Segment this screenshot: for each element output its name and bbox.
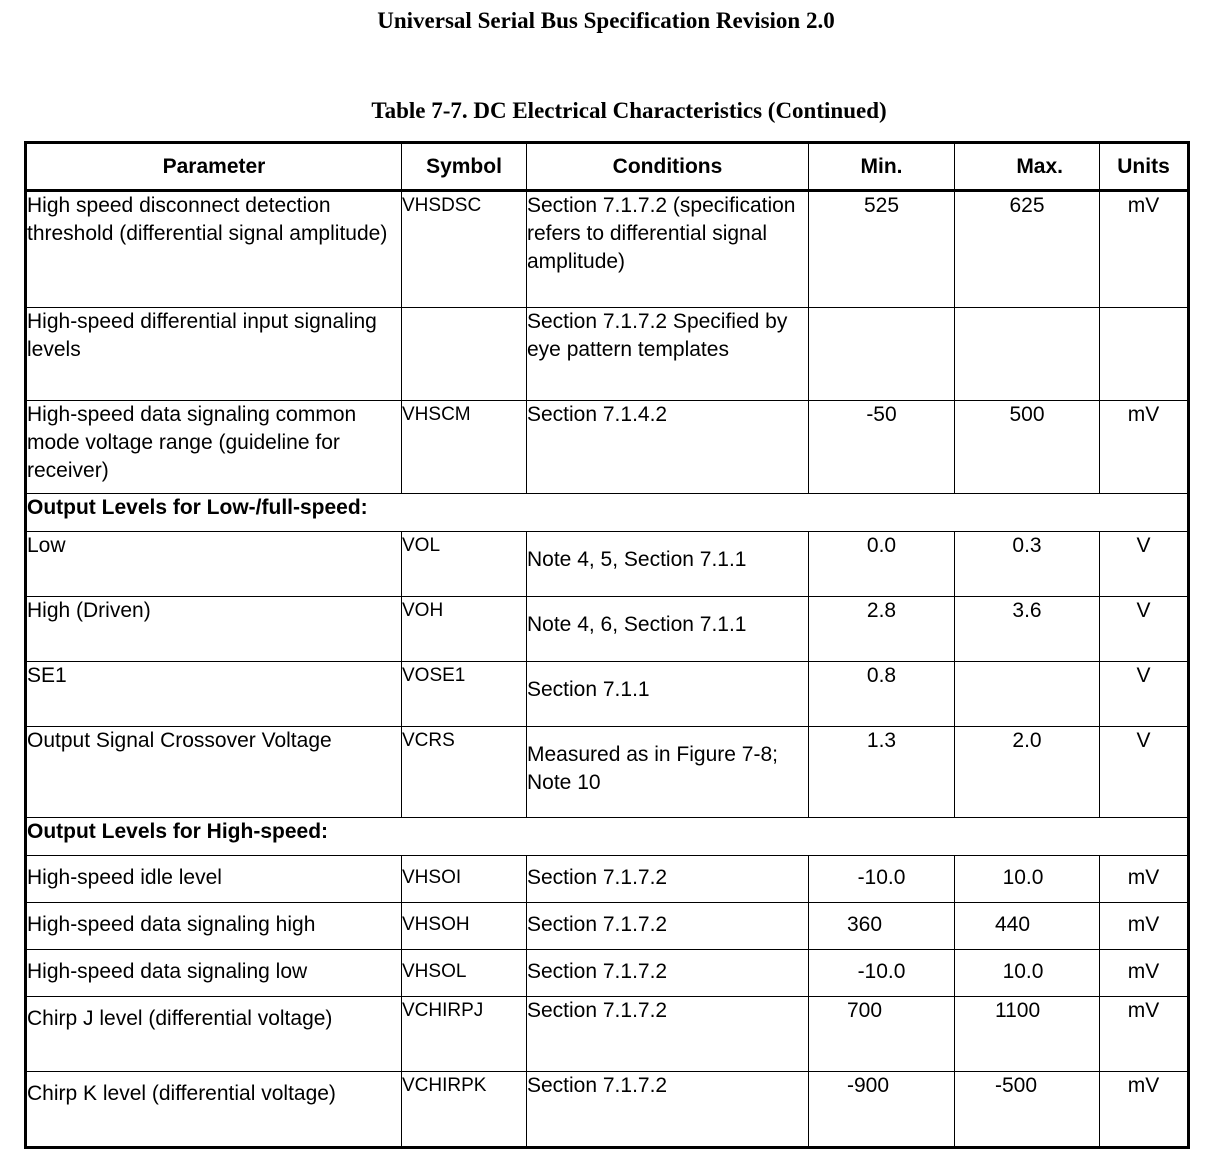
conditions-cell: Section 7.1.7.2 xyxy=(527,950,809,997)
symbol-cell: VOSE1 xyxy=(402,662,527,727)
header-max: Max. xyxy=(955,143,1100,191)
min-cell: 525 xyxy=(809,191,955,308)
conditions-cell: Section 7.1.7.2 (specification refers to differential signal amplitude) xyxy=(527,191,809,308)
max-cell: 440 xyxy=(955,903,1100,950)
parameter-cell: Chirp J level (differential voltage) xyxy=(26,997,402,1072)
header-min: Min. xyxy=(809,143,955,191)
conditions-cell: Section 7.1.7.2 xyxy=(527,903,809,950)
symbol-cell: VHSOH xyxy=(402,903,527,950)
conditions-cell: Note 4, 6, Section 7.1.1 xyxy=(527,597,809,662)
symbol-cell: VCHIRPK xyxy=(402,1072,527,1148)
header-symbol: Symbol xyxy=(402,143,527,191)
parameter-cell: High-speed data signaling high xyxy=(26,903,402,950)
conditions-cell: Section 7.1.7.2 xyxy=(527,856,809,903)
min-cell: -50 xyxy=(809,401,955,494)
table-row xyxy=(26,997,1189,1072)
table-row xyxy=(26,308,1189,401)
units-cell: mV xyxy=(1100,191,1189,308)
max-cell: 625 xyxy=(955,191,1100,308)
max-cell: 2.0 xyxy=(955,727,1100,818)
table-row xyxy=(26,662,1189,727)
section-title: Output Levels for Low-/full-speed: xyxy=(26,494,1189,532)
max-cell xyxy=(955,308,1100,401)
parameter-cell: SE1 xyxy=(26,662,402,727)
table-row xyxy=(26,532,1189,597)
table-row xyxy=(26,950,1189,997)
min-cell: 2.8 xyxy=(809,597,955,662)
min-cell: -10.0 xyxy=(809,856,955,903)
symbol-cell: VHSOL xyxy=(402,950,527,997)
min-cell: 0.0 xyxy=(809,532,955,597)
table-row xyxy=(26,903,1189,950)
symbol-cell: VHSDSC xyxy=(402,191,527,308)
section-header-row xyxy=(26,494,1189,532)
min-cell: 0.8 xyxy=(809,662,955,727)
units-cell xyxy=(1100,308,1189,401)
min-cell xyxy=(809,308,955,401)
table-row xyxy=(26,1072,1189,1148)
units-cell: V xyxy=(1100,532,1189,597)
max-cell xyxy=(955,662,1100,727)
header-parameter: Parameter xyxy=(26,143,402,191)
table-row xyxy=(26,191,1189,308)
parameter-cell: High-speed idle level xyxy=(26,856,402,903)
max-cell: 0.3 xyxy=(955,532,1100,597)
max-cell: -500 xyxy=(955,1072,1100,1148)
max-cell: 1100 xyxy=(955,997,1100,1072)
parameter-cell: Chirp K level (differential voltage) xyxy=(26,1072,402,1148)
symbol-cell: VHSOI xyxy=(402,856,527,903)
table-row xyxy=(26,727,1189,818)
units-cell: mV xyxy=(1100,1072,1189,1148)
parameter-cell: High-speed data signaling low xyxy=(26,950,402,997)
symbol-cell: VCRS xyxy=(402,727,527,818)
conditions-cell: Measured as in Figure 7-8; Note 10 xyxy=(527,727,809,818)
section-header-row xyxy=(26,818,1189,856)
units-cell: mV xyxy=(1100,856,1189,903)
symbol-cell: VHSCM xyxy=(402,401,527,494)
section-title: Output Levels for High-speed: xyxy=(26,818,1189,856)
units-cell: mV xyxy=(1100,401,1189,494)
units-cell: mV xyxy=(1100,903,1189,950)
header-conditions: Conditions xyxy=(527,143,809,191)
table-row xyxy=(26,856,1189,903)
conditions-cell: Section 7.1.7.2 xyxy=(527,997,809,1072)
max-cell: 10.0 xyxy=(955,950,1100,997)
max-cell: 3.6 xyxy=(955,597,1100,662)
symbol-cell: VOH xyxy=(402,597,527,662)
max-cell: 500 xyxy=(955,401,1100,494)
min-cell: -900 xyxy=(809,1072,955,1148)
parameter-cell: High speed disconnect detection threshold (differential signal amplitude) xyxy=(26,191,402,308)
parameter-cell: High-speed differential input signaling levels xyxy=(26,308,402,401)
parameter-cell: Output Signal Crossover Voltage xyxy=(26,727,402,818)
document-title: Universal Serial Bus Specification Revision 2.0 xyxy=(377,8,835,33)
dc-characteristics-table xyxy=(24,141,1190,1149)
table-title: Table 7-7. DC Electrical Characteristics (Continued) xyxy=(371,98,887,123)
conditions-cell: Section 7.1.7.2 Specified by eye pattern templates xyxy=(527,308,809,401)
parameter-cell: High-speed data signaling common mode voltage range (guideline for receiver) xyxy=(26,401,402,494)
symbol-cell xyxy=(402,308,527,401)
min-cell: 1.3 xyxy=(809,727,955,818)
parameter-cell: High (Driven) xyxy=(26,597,402,662)
conditions-cell: Section 7.1.7.2 xyxy=(527,1072,809,1148)
min-cell: -10.0 xyxy=(809,950,955,997)
units-cell: mV xyxy=(1100,950,1189,997)
units-cell: mV xyxy=(1100,997,1189,1072)
header-units: Units xyxy=(1100,143,1189,191)
conditions-cell: Section 7.1.1 xyxy=(527,662,809,727)
min-cell: 700 xyxy=(809,997,955,1072)
units-cell: V xyxy=(1100,597,1189,662)
units-cell: V xyxy=(1100,662,1189,727)
conditions-cell: Note 4, 5, Section 7.1.1 xyxy=(527,532,809,597)
symbol-cell: VOL xyxy=(402,532,527,597)
max-cell: 10.0 xyxy=(955,856,1100,903)
min-cell: 360 xyxy=(809,903,955,950)
parameter-cell: Low xyxy=(26,532,402,597)
table-header-row xyxy=(26,143,1189,191)
conditions-cell: Section 7.1.4.2 xyxy=(527,401,809,494)
units-cell: V xyxy=(1100,727,1189,818)
table-row xyxy=(26,597,1189,662)
table-row xyxy=(26,401,1189,494)
symbol-cell: VCHIRPJ xyxy=(402,997,527,1072)
